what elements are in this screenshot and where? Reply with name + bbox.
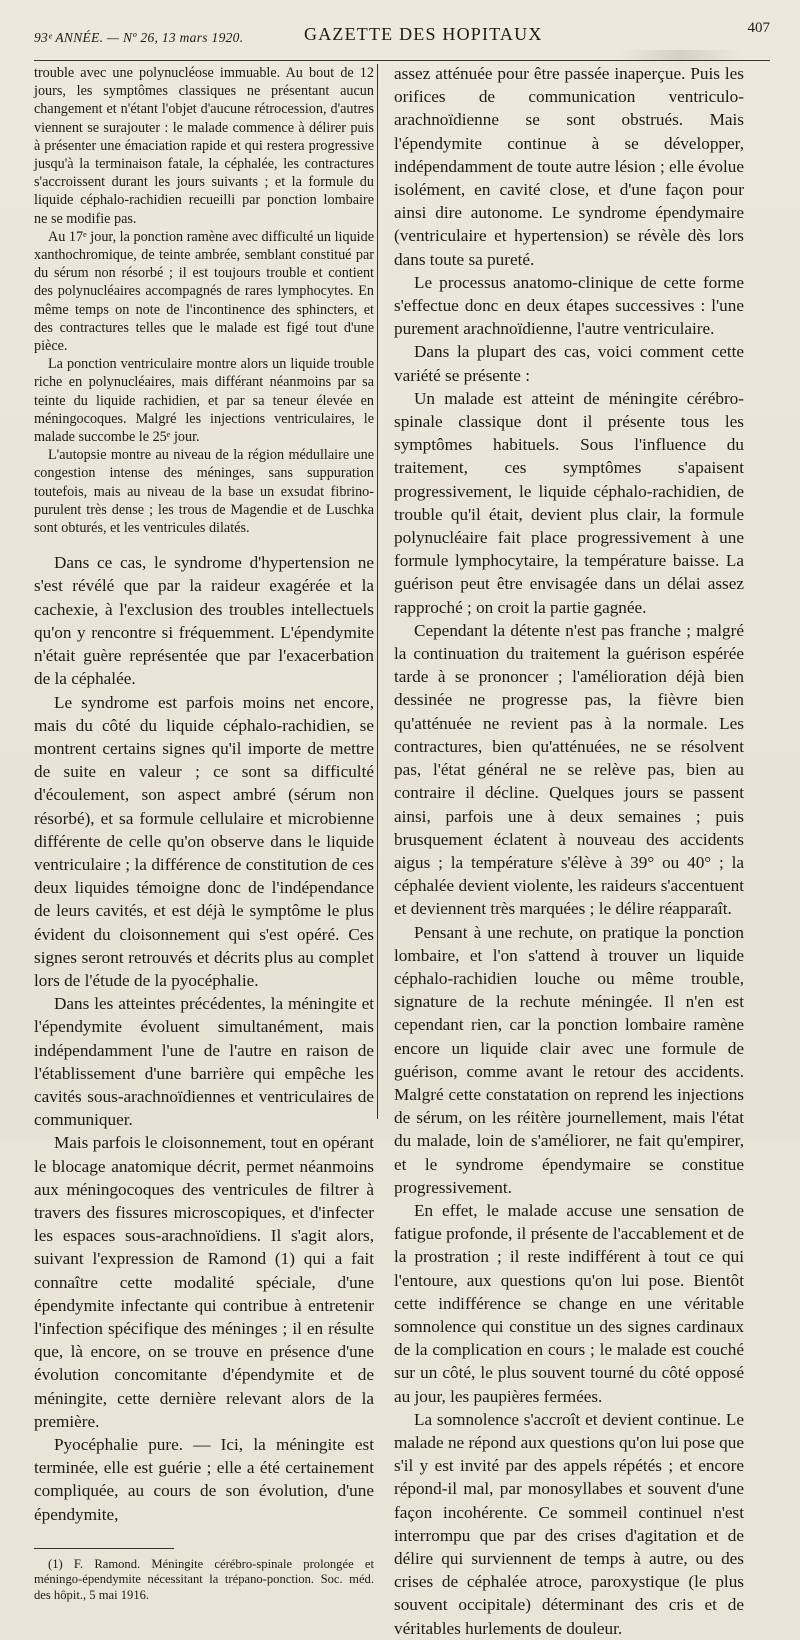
- paragraph: En effet, le malade accuse une sensation de fatigue profonde, il présente de l'accablement et de la prostration ; il reste indifférent à tout ce qui l'entoure, aux questions qu'on lui pose. Bientôt cette indifférence se change en une véritable somnolence qui constitue un des signes cardinaux de la complication en cours ; le malade est couché sur un côté, le plus souvent tourné du côté opposé au jour, les paupières fermées.: [394, 1200, 744, 1406]
- paragraph: Un malade est atteint de méningite cérébro-spinale classique dont il présente tous les symptômes habituels. Sous l'influence du traitement, ces symptômes s'apaisent progressivement, le liquide céphalo-rachidien, de trouble qu'il était, devient plus clair, la formule polynucléaire fait place progressivement à une formule lymphocytaire, la température baisse. La guérison peut être envisagée dans un délai assez rapproché ; on croit la partie gagnée.: [394, 388, 744, 617]
- column-separator: [377, 64, 378, 1119]
- paragraph: Au 17ᵉ jour, la ponction ramène avec difficulté un liquide xanthochromique, de teinte ambrée, semblant constitué par du sérum non résorbé ; il est toujours trouble et contient des polynucléaires accompagnés de rares lymphocytes. En même temps on note de l'incontinence des sphincters, et des contractures telles que le malade est figé tout d'une pièce.: [34, 228, 374, 355]
- paragraph: Dans les atteintes précédentes, la méningite et l'épendymite évoluent simultanément, mais indépendamment l'une de l'autre en raison de l'établissement d'une barrière qui empêche les cavités sous-arachnoïdiennes et ventriculaires de communiquer.: [34, 994, 374, 1130]
- paragraph: Mais parfois le cloisonnement, tout en opérant le blocage anatomique décrit, permet néanmoins aux méningocoques des ventricules de filtrer à travers des fissures microscopiques, et d'infecter les espaces sous-arachnoïdiens. Il s'agit alors, suivant l'expression de Ramond (1) qui a fait connaître cette modalité spéciale, d'une épendymite infectante qui contribue à entretenir l'infection spécifique des méninges ; il en résulte que, là encore, on se trouve en présence d'une évolution concomitante d'épendymite et de méningite, cette dernière relevant alors de la première.: [34, 1133, 374, 1431]
- case-report: [34, 64, 374, 537]
- header-rule: [34, 60, 770, 61]
- footnote-rule: [34, 1548, 174, 1549]
- right-column: [394, 62, 744, 1640]
- paragraph: L'autopsie montre au niveau de la région médullaire une congestion intense des méninges, sans suppuration toutefois, mais au niveau de la base un exsudat fibrino-purulent très dense ; les trous de Magendie et de Luschka sont obturés, et les ventricules dilatés.: [34, 447, 374, 537]
- section-gap: [34, 537, 374, 551]
- footnote: (1) F. Ramond. Méningite cérébro-spinale prolongée et méningo-épendymite nécessitant la trépano-ponction. Soc. méd. des hôpit., 5 mai 1916.: [34, 1556, 374, 1602]
- body-text: [34, 551, 374, 1526]
- paragraph: Cependant la détente n'est pas franche ; malgré la continuation du traitement la guérison espérée tarde à se prononcer ; l'amélioration déjà bien dessinée ne progresse pas, la fièvre bien qu'atténuée ne revient pas à la normale. Les contractures, bien qu'atténuées, ne se résolvent pas, l'état général ne se relève pas, bien au contraire il décline. Quelques jours se passent ainsi, parfois une à deux semaines ; puis brusquement éclatent à nouveau des accidents aigus ; la température s'élève à 39° ou 40° ; la céphalée devient violente, les raideurs s'accentuent et deviennent très marquées ; le délire réapparaît.: [394, 620, 744, 919]
- paragraph: assez atténuée pour être passée inaperçue. Puis les orifices de communication ventriculo-arachnoïdienne se sont obstrués. Mais l'épendymite continue à se développer, indépendamment de toute autre lésion ; elle évolue isolément, en cavité close, et d'une façon pour ainsi dire autonome. Le syndrome épendymaire (ventriculaire et hypertension) se révèle dès lors dans toute sa pureté.: [394, 64, 744, 269]
- paragraph: Le syndrome est parfois moins net encore, mais du côté du liquide céphalo-rachidien, se montrent certains signes qu'il importe de mettre de suite en valeur ; ce sont sa difficulté d'écoulement, son aspect ambré (sérum non résorbé), et sa formule cellulaire et microbienne différente de celle qu'on observe dans le liquide ventriculaire ; la différence de constitution de ces deux liquides témoigne donc de l'indépendance de leurs cavités, et est déjà le symptôme le plus évident du cloisonnement qui s'est opéré. Ces signes seront retrouvés et décrits plus au complet lors de l'étude de la pyocéphalie.: [34, 692, 374, 990]
- issue-line: 93ᵉ ANNÉE. — Nº 26, 13 mars 1920.: [34, 30, 244, 45]
- paragraph: Pensant à une rechute, on pratique la ponction lombaire, et l'on s'attend à trouver un liquide céphalo-rachidien louche ou même trouble, signature de la rechute méningée. Il n'en est cependant rien, car la ponction lombaire ramène encore un liquide clair avec une formule de guérison, comme avant le retour des accidents. Malgré cette constatation on reprend les injections de sérum, on les réitère journellement, mais l'état du malade, loin de s'améliorer, ne fait qu'empirer, et le syndrome épendymaire se constitue progressivement.: [394, 922, 744, 1197]
- paragraph: Le processus anatomo-clinique de cette forme s'effectue donc en deux étapes successives : l'une purement arachnoïdienne, l'autre ventriculaire.: [394, 272, 744, 339]
- paragraph: Dans ce cas, le syndrome d'hypertension ne s'est révélé que par la raideur exagérée et la cachexie, à l'exclusion des troubles intellectuels qu'on y rencontre si fréquemment. L'épendymite n'était guère représentée que par l'exacerbation de la céphalée.: [34, 553, 374, 689]
- left-column: [34, 64, 374, 1603]
- page-number: 407: [747, 20, 770, 36]
- page-header: [34, 18, 770, 48]
- paragraph: Dans la plupart des cas, voici comment cette variété se présente :: [394, 342, 744, 385]
- paragraph: Pyocéphalie pure. — Ici, la méningite est terminée, elle est guérie ; elle a été certainement compliquée, au cours de son évolution, d'une épendymite,: [34, 1435, 374, 1524]
- paragraph: La somnolence s'accroît et devient continue. Le malade ne répond aux questions qu'on lui pose que s'il y est invité par des appels répétés ; et encore répond-il mal, par monosyllabes et souvent d'une façon incohérente. Ce sommeil continuel n'est interrompu que par des crises d'agitation et de délire qui surviennent de temps à autre, ou des crises de céphalée atroce, paroxystique (le plus souvent occipitale) déterminant des cris et de véritables hurlements de douleur.: [394, 1409, 744, 1638]
- journal-title: GAZETTE DES HOPITAUX: [304, 24, 543, 44]
- paper-wear: [620, 50, 740, 60]
- paragraph: trouble avec une polynucléose immuable. Au bout de 12 jours, les symptômes classiques ne présentant aucun changement et n'étant l'objet d'aucune rétrocession, d'autres viennent se surajouter : le malade commence à délirer puis à présenter une émaciation rapide et qui restera progressive jusqu'à la terminaison fatale, la céphalée, les contractures s'accroissent durant les jours suivants ; et la formule du liquide céphalo-rachidien recueilli par ponction lombaire ne se modifie pas.: [34, 65, 374, 227]
- paragraph: La ponction ventriculaire montre alors un liquide trouble riche en polynucléaires, mais différant néanmoins par sa teinte du liquide rachidien, et par sa teneur élevée en méningocoques. Malgré les injections ventriculaires, le malade succombe le 25ᵉ jour.: [34, 356, 374, 446]
